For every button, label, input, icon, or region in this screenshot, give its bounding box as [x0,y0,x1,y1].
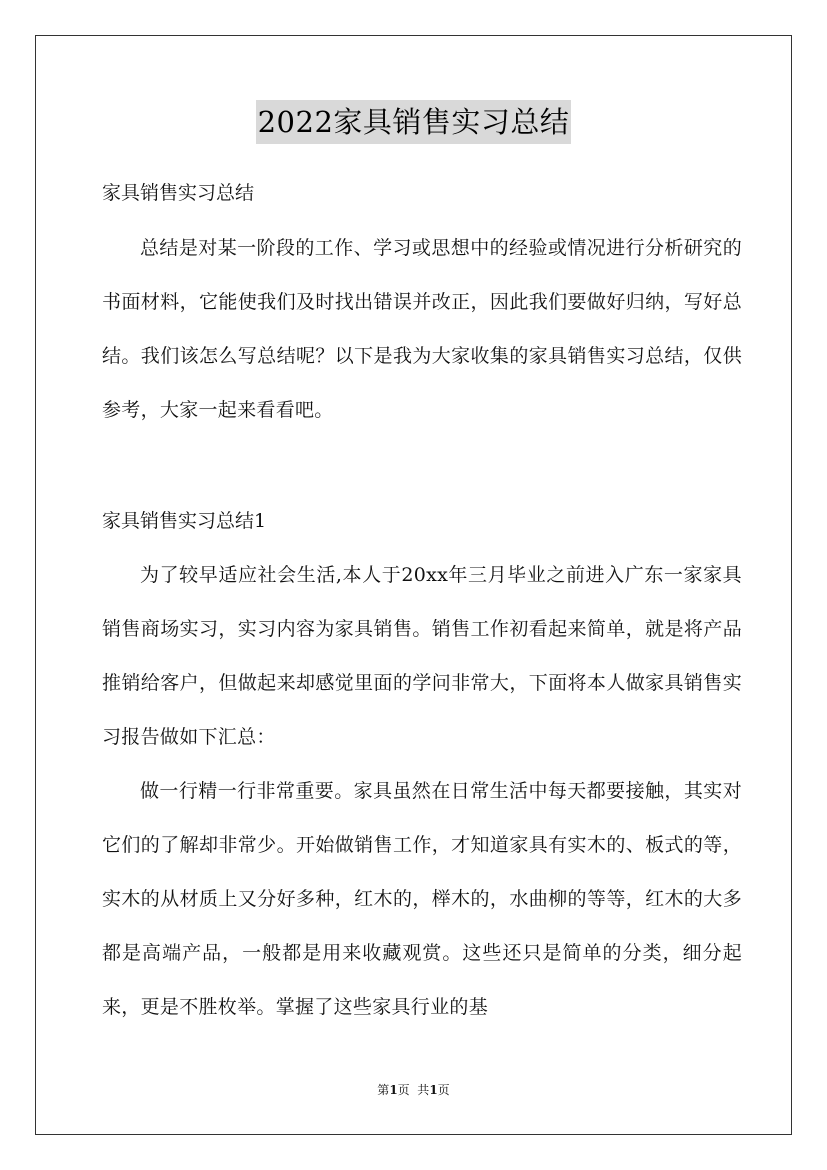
section1-heading: 家具销售实习总结1 [102,510,267,532]
section1-paragraph-1 [102,548,742,764]
intro-paragraph [102,221,742,437]
section1-paragraph-2 [102,764,742,1034]
footer-page-mid: 页 共 [397,1083,430,1097]
footer-page-prefix: 第 [377,1083,390,1097]
page-footer [0,1082,827,1098]
document-subtitle: 家具销售实习总结 [102,182,255,204]
footer-page-suffix: 页 [437,1083,450,1097]
footer-page-number: 1 [389,1083,398,1097]
section1-para1-text: 为了较早适应社会生活,本人于20xx年三月毕业之前进入广东一家家具销售商场实习，实习内容为家具销售。销售工作初看起来简单，就是将产品推销给客户，但做起来却感觉里面的学问非常大，下面将本人做家具销售实习报告做如下汇总： [102,564,742,748]
document-title: 2022家具销售实习总结 [256,100,572,144]
footer-total-pages: 1 [429,1083,438,1097]
intro-text: 总结是对某一阶段的工作、学习或思想中的经验或情况进行分析研究的书面材料，它能使我们及时找出错误并改正，因此我们要做好归纳，写好总结。我们该怎么写总结呢？以下是我为大家收集的家具销售实习总结，仅供参考，大家一起来看看吧。 [102,237,742,421]
title-container [0,100,827,144]
section1-para2-text: 做一行精一行非常重要。家具虽然在日常生活中每天都要接触，其实对它们的了解却非常少。开始做销售工作，才知道家具有实木的、板式的等，实木的从材质上又分好多种，红木的，榉木的，水曲柳的等等，红木的大多都是高端产品，一般都是用来收藏观赏。这些还只是简单的分类，细分起来，更是不胜枚举。掌握了这些家具行业的基 [102,780,742,1018]
